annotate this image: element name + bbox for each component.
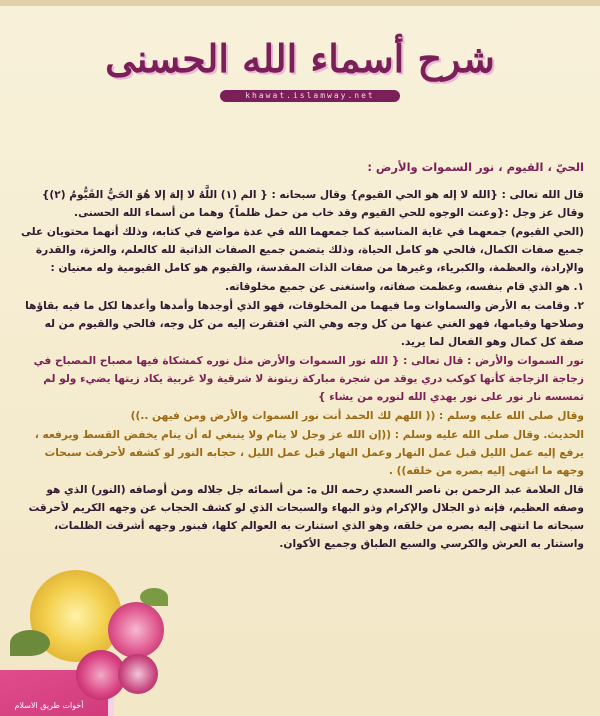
paragraph: قال الله تعالى : {الله لا إله هو الحي القيوم} وقال سبحانه : { الم (١) اللَّهُ لا إلهَ إلا هُوَ الحَيُّ القَيُّومُ (٢)} وقال عز وجل :{وعنت الوجوه للحي القيوم وقد خاب من حمل ظلماً} وهما من أسماء الله الحسنى. xyxy=(41,189,584,219)
paragraph: ٢. وقامت به الأرض والسماوات وما فيهما من المخلوقات، فهو الذي أوجدها وأمدها وأعدها لكل ما فيه بقاؤها وصلاحها وقيامها، فهو الغني عنها من كل وجه وهي التي افتقرت إليه من كل وجه، فالحي والقيوم من له صفة كل كمال وهو الفعال لما يريد. xyxy=(25,300,584,348)
section-heading: الحيّ ، القيوم ، نور السموات والأرض : xyxy=(367,160,584,174)
paragraph: قال العلامة عبد الرحمن بن ناصر السعدي رحمه الل ه: من أسمائه جل جلاله ومن أوصافه (النور) الذي هو وصفه العظيم، فإنه ذو الجلال والإكرام وذو البهاء والسبحات الذي لو كشف الحجاب عن وجهه الكريم لأحرقت سبحاته ما انتهى إليه بصره من خلقه، وهو الذي استنارت به العوالم كلها، فبنور وجهه أشرقت الظلمات، واستنار به العرش والكرسي والسبع الطباق وجميع الأكوان. xyxy=(28,484,584,550)
article-body xyxy=(18,158,584,554)
site-url: khawat.islamway.net xyxy=(220,90,400,102)
leaf-icon xyxy=(140,588,168,606)
paragraph: نور السموات والأرض : قال تعالى : { الله نور السموات والأرض مثل نوره كمشكاة فيها مصباح المصباح في زجاجة الزجاجة كأنها كوكب دري يوقد من شجرة مباركة زيتونة لا شرقية ولا غربية يكاد زيتها يضيء ولو لم تمسسه نار نور على نور يهدي الله لنوره من يشاء } xyxy=(33,355,584,403)
leaf-icon xyxy=(10,630,50,656)
paragraph: ١. هو الذي قام بنفسه، وعظمت صفاته، واستغنى عن جميع مخلوقاته. xyxy=(225,281,584,293)
paragraph: (الحي القيوم) جمعهما في غاية المناسبة كما جمعهما الله في عدة مواضع في كتابه، وذلك أنهما محتويان على جميع صفات الكمال، فالحي هو كامل الحياة، وذلك يتضمن جميع الصفات الذاتية لله كالعلم، والعزة، والقدرة والإرادة، والعظمة، والكبرياء، وغيرها من صفات الذات المقدسة، والقيوم هو كامل القيومية وله معنيان : xyxy=(20,226,584,274)
title-banner xyxy=(90,36,510,122)
pink-rose-icon xyxy=(118,654,158,694)
paragraph: الحديث. وقال صلى الله عليه وسلم : ((إن الله عز وجل لا ينام ولا ينبغي له أن ينام يخفض القسط ويرفعه ، يرفع إليه عمل الليل قبل عمل النهار وعمل النهار قبل عمل الليل ، حجابه النور لو كشفه لأحرقت سبحات وجهه ما انتهى إليه بصره من خلقه)) . xyxy=(34,429,584,477)
top-border xyxy=(0,0,600,6)
pink-rose-icon xyxy=(108,602,164,658)
watermark: أخوات طريق الاسلام xyxy=(14,701,84,710)
page-title: شرح أسماء الله الحسنى xyxy=(105,36,495,81)
paragraph: وقال صلى الله عليه وسلم : (( اللهم لك الحمد أنت نور السموات والأرض ومن فيهن ..)) xyxy=(130,410,584,422)
